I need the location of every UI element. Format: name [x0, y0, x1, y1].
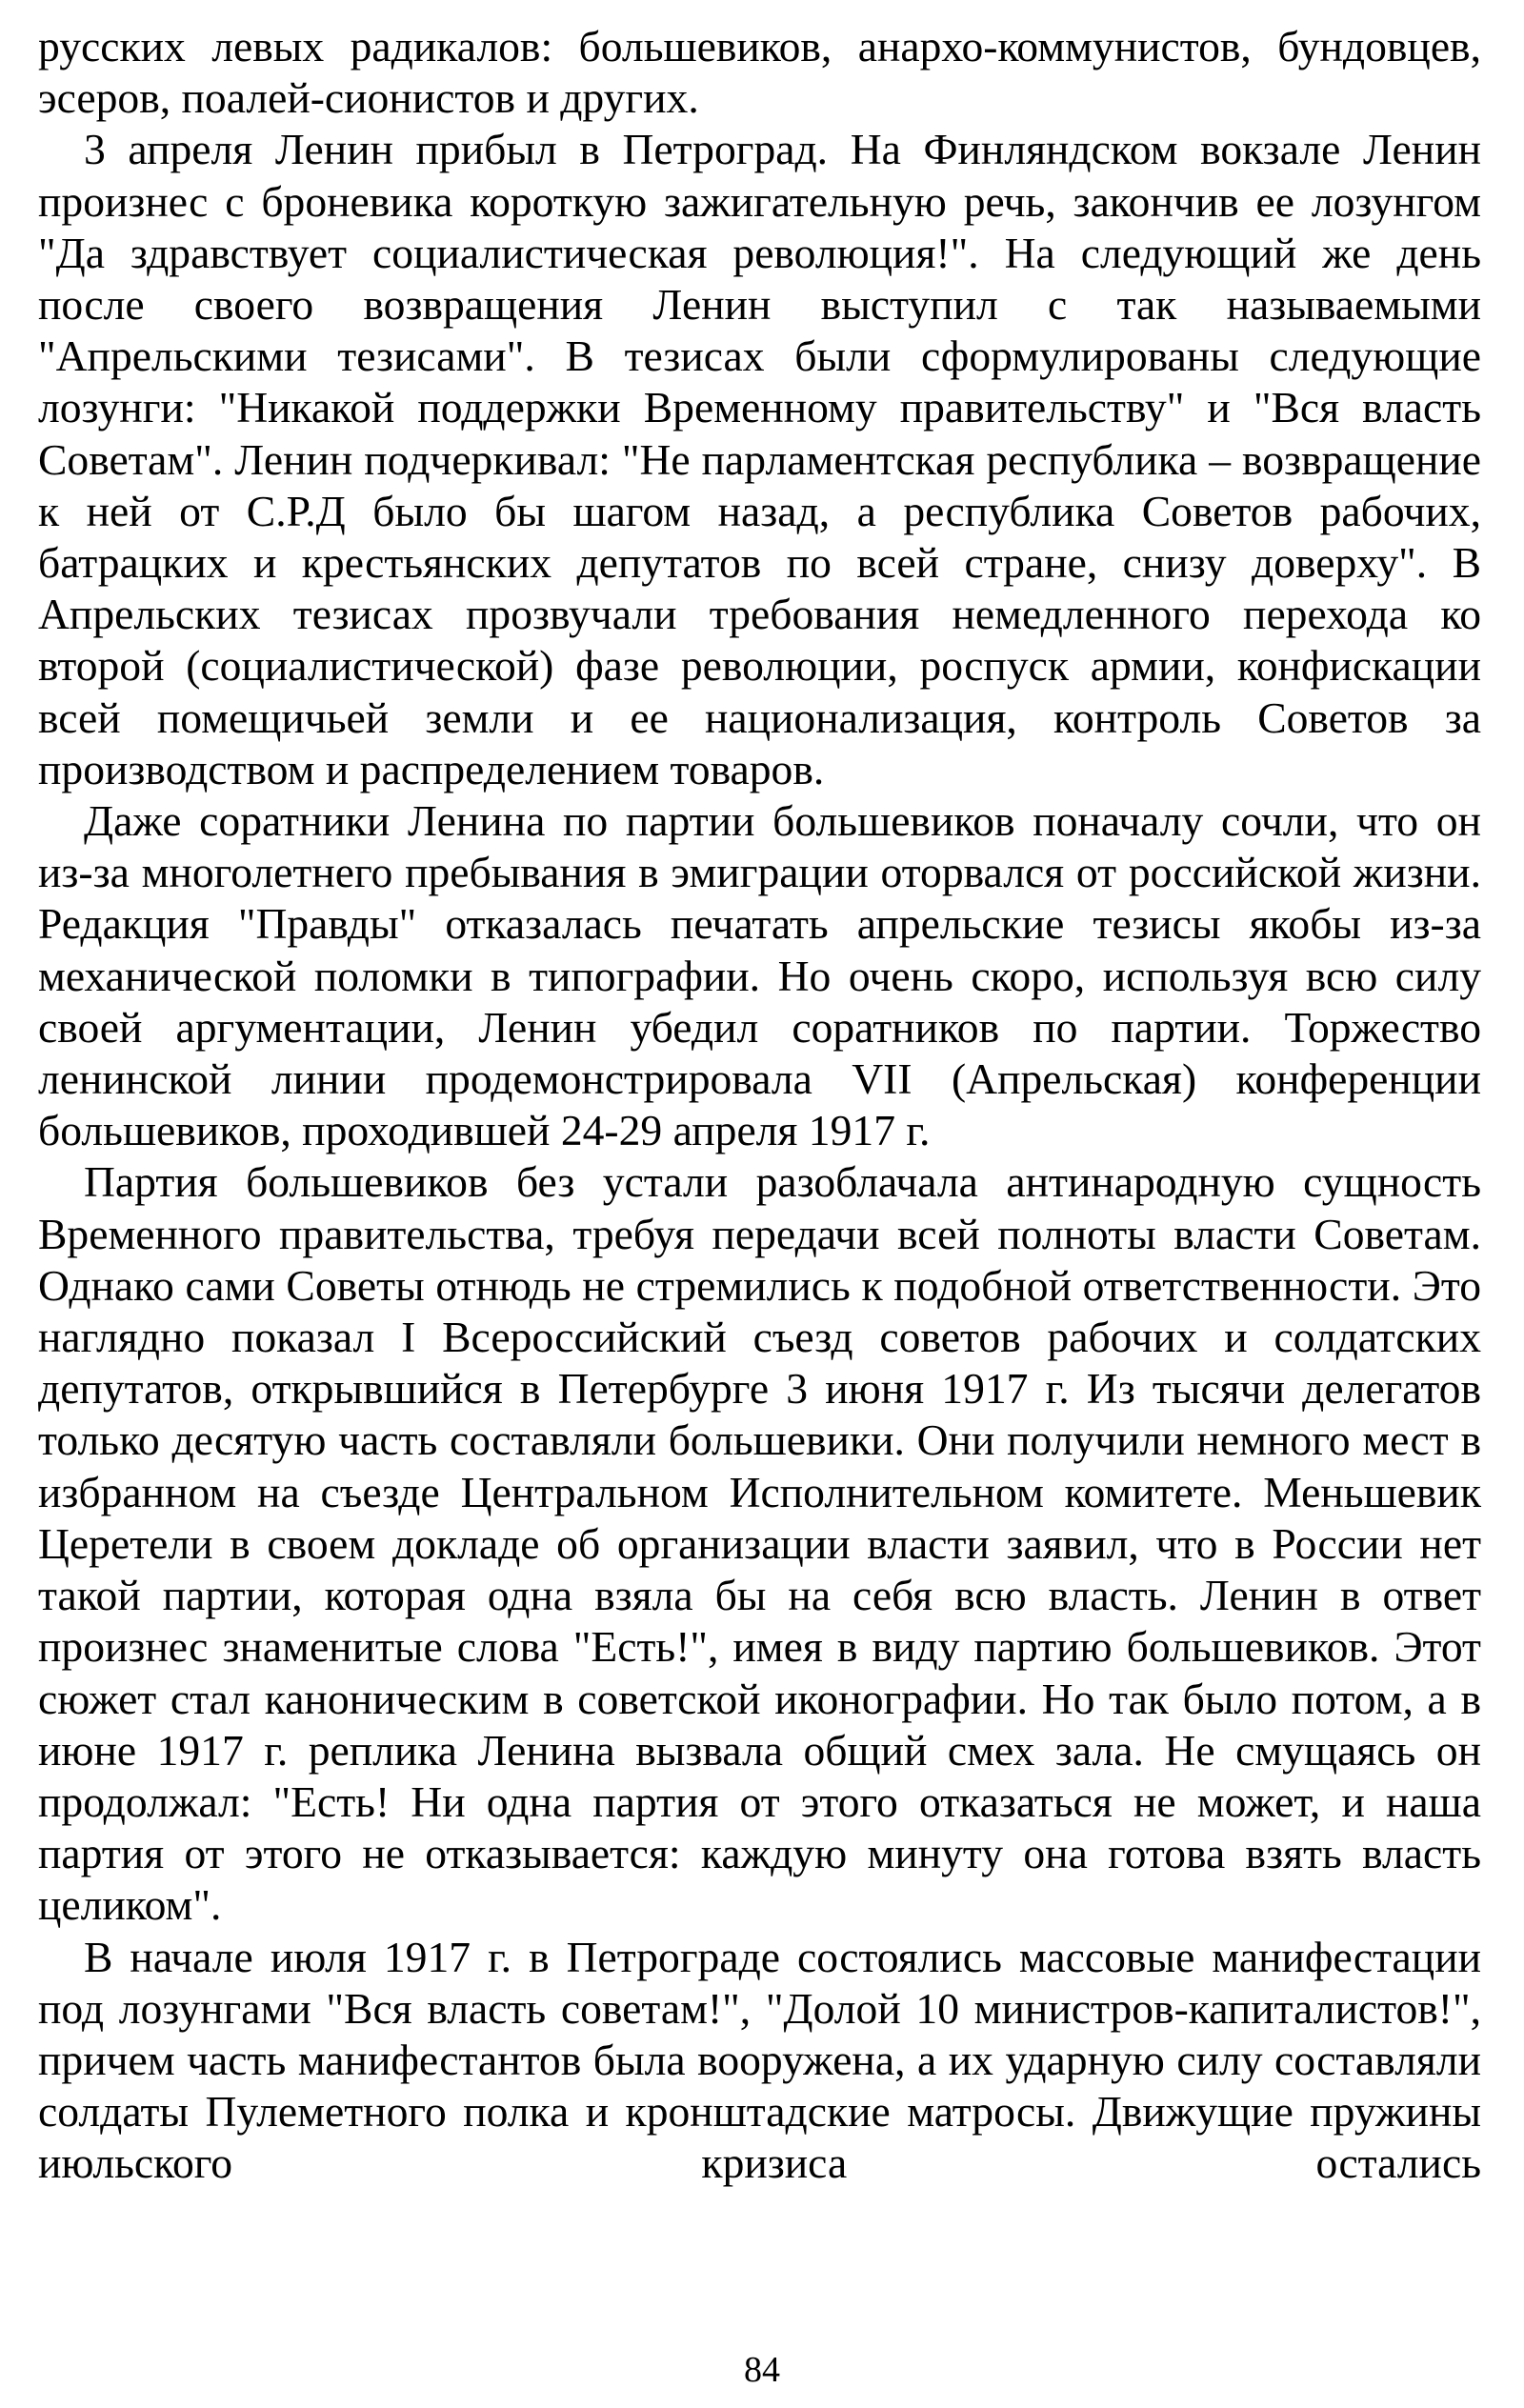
- page-number: 84: [744, 2350, 780, 2390]
- paragraph-continuation: русских левых радикалов: большевиков, анархо-коммунистов, бундовцев, эсеров, поалей-сионистов и других.: [38, 22, 1481, 123]
- paragraph-july-crisis: В начале июля 1917 г. в Петрограде состоялись массовые манифестации под лозунгами "Вся власть советам!", "Долой 10 министров-капиталистов!", причем часть манифестантов была вооружена, а их ударную силу составляли солдаты Пулеметного полка и кронштадские матросы. Движущие пружины июльского кризиса остались: [38, 1932, 1481, 2188]
- paragraph-soviets-congress: Партия большевиков без устали разоблачала антинародную сущность Временного правительства, требуя передачи всей полноты власти Советам. Однако сами Советы отнюдь не стремились к подобной ответственности. Это наглядно показал I Всероссийский съезд советов рабочих и солдатских депутатов, открывшийся в Петербурге 3 июня 1917 г. Из тысячи делегатов только десятую часть составляли большевики. Они получили немного мест в избранном на съезде Центральном Исполнительном комитете. Меньшевик Церетели в своем докладе об организации власти заявил, что в России нет такой партии, которая одна взяла бы на себя всю власть. Ленин в ответ произнес знаменитые слова "Есть!", имея в виду партию большевиков. Этот сюжет стал каноническим в советской иконографии. Но так было потом, а в июне 1917 г. реплика Ленина вызвала общий смех зала. Не смущаясь он продолжал: "Есть! Ни одна партия от этого отказаться не может, и наша партия от этого не отказывается: каждую минуту она готова взять власть целиком".: [38, 1157, 1481, 1930]
- paragraph-party-allies: Даже соратники Ленина по партии большевиков поначалу сочли, что он из-за многолетнего пребывания в эмиграции оторвался от российской жизни. Редакция "Правды" отказалась печатать апрельские тезисы якобы из-за механической поломки в типографии. Но очень скоро, используя всю силу своей аргументации, Ленин убедил соратников по партии. Торжество ленинской линии продемонстрировала VII (Апрельская) конференции большевиков, проходившей 24-29 апреля 1917 г.: [38, 796, 1481, 1155]
- paragraph-april-theses: 3 апреля Ленин прибыл в Петроград. На Финляндском вокзале Ленин произнес с броневика короткую зажигательную речь, закончив ее лозунгом "Да здравствует социалистическая революция!". На следующий же день после своего возвращения Ленин выступил с так называемыми "Апрельскими тезисами". В тезисах были сформулированы следующие лозунги: "Никакой поддержки Временному правительству" и "Вся власть Советам". Ленин подчеркивал: "Не парламентская республика – возвращение к ней от С.Р.Д было бы шагом назад, а республика Советов рабочих, батрацких и крестьянских депутатов по всей стране, снизу доверху". В Апрельских тезисах прозвучали требования немедленного перехода ко второй (социалистической) фазе революции, роспуск армии, конфискации всей помещичьей земли и ее национализация, контроль Советов за производством и распределением товаров.: [38, 125, 1481, 793]
- page-body: [38, 21, 1481, 2190]
